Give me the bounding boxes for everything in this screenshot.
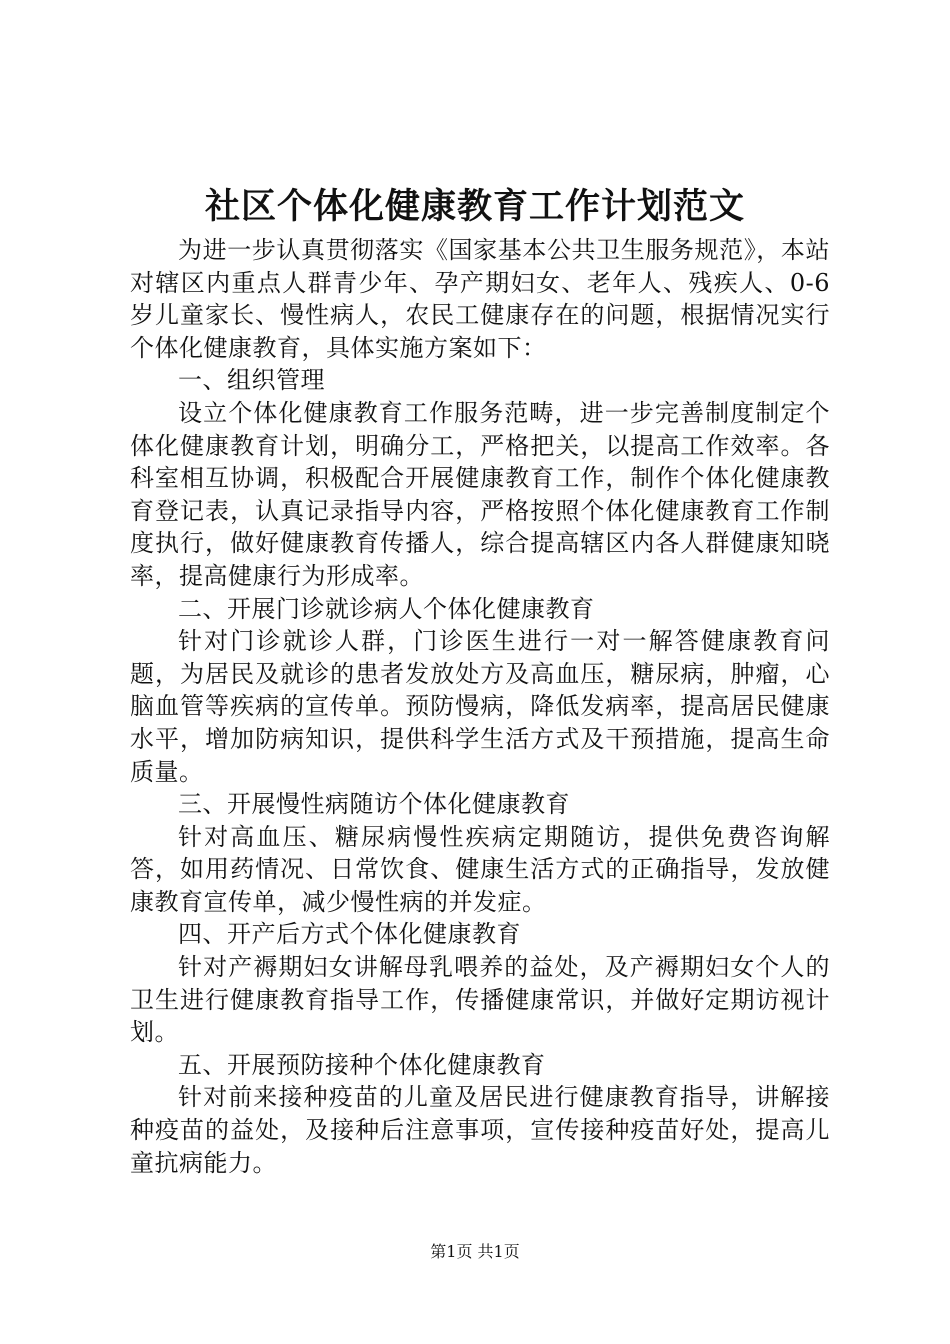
document-title: 社区个体化健康教育工作计划范文 bbox=[204, 186, 745, 227]
page-number-footer: 第1页 共1页 bbox=[430, 1242, 520, 1261]
body-paragraph: 针对前来接种疫苗的儿童及居民进行健康教育指导，讲解接种疫苗的益处，及接种后注意事项，宣传接种疫苗好处，提高儿童抗病能力。 bbox=[130, 1083, 830, 1177]
intro-paragraph: 为进一步认真贯彻落实《国家基本公共卫生服务规范》，本站对辖区内重点人群青少年、孕产期妇女、老年人、残疾人、0-6岁儿童家长、慢性病人，农民工健康存在的问题，根据情况实行个体化健康教育，具体实施方案如下： bbox=[130, 236, 830, 362]
section-heading: 二、开展门诊就诊病人个体化健康教育 bbox=[178, 594, 595, 623]
section-heading: 五、开展预防接种个体化健康教育 bbox=[178, 1050, 546, 1079]
section-heading: 一、组织管理 bbox=[178, 366, 325, 395]
body-paragraph: 设立个体化健康教育工作服务范畴，进一步完善制度制定个体化健康教育计划，明确分工，严格把关，以提高工作效率。各科室相互协调，积极配合开展健康教育工作，制作个体化健康教育登记表，认真记录指导内容，严格按照个体化健康教育工作制度执行，做好健康教育传播人，综合提高辖区内各人群健康知晓率，提高健康行为形成率。 bbox=[130, 398, 830, 590]
body-paragraph: 针对高血压、糖尿病慢性疾病定期随访，提供免费咨询解答，如用药情况、日常饮食、健康生活方式的正确指导，发放健康教育宣传单，减少慢性病的并发症。 bbox=[130, 822, 830, 916]
section-heading: 四、开产后方式个体化健康教育 bbox=[178, 920, 521, 949]
document-body bbox=[130, 234, 830, 1179]
body-paragraph: 针对产褥期妇女讲解母乳喂养的益处，及产褥期妇女个人的卫生进行健康教育指导工作，传播健康常识，并做好定期访视计划。 bbox=[130, 953, 830, 1047]
body-paragraph: 针对门诊就诊人群，门诊医生进行一对一解答健康教育问题，为居民及就诊的患者发放处方及高血压，糖尿病，肿瘤，心脑血管等疾病的宣传单。预防慢病，降低发病率，提高居民健康水平，增加防病知识，提供科学生活方式及干预措施，提高生命质量。 bbox=[130, 627, 830, 786]
section-heading: 三、开展慢性病随访个体化健康教育 bbox=[178, 790, 570, 819]
